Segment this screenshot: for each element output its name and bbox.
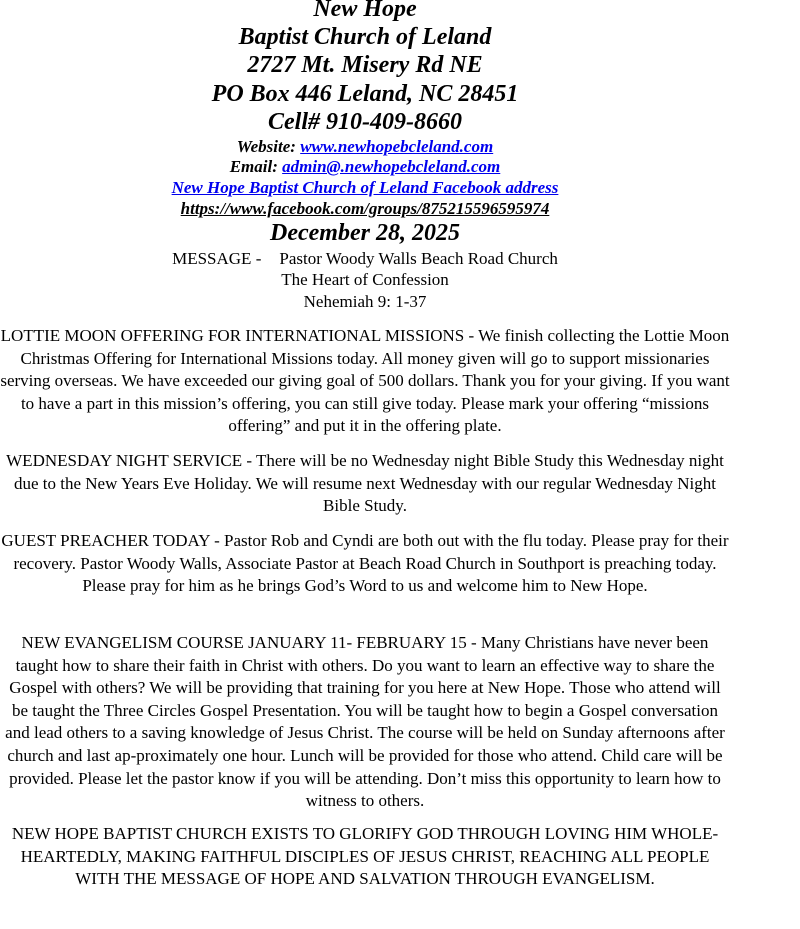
po-box-address: PO Box 446 Leland, NC 28451 [211, 81, 519, 107]
announcement-evangelism-course: NEW EVANGELISM COURSE JANUARY 11- FEBRUARY 15 - Many Christians have never been taught how to share their faith in Christ with others. Do you want to learn an effective way to share the Gospel with others? We will be providing that training for you here at New Hope. Those who attend will be taught the Three Circles Gospel Presentation. You will be taught how to begin a Gospel conversation and lead others to a saving knowledge of Jesus Christ. The course will be held on Sunday afternoons after church and last ap-proximately one hour. Lunch will be provided for those who attend. Child care will be provided. Please let the pastor know if you will be attending. Don’t miss this opportunity to learn how to witness to others. [5, 633, 725, 811]
facebook-url: https://www.facebook.com/groups/875215596595974 [180, 199, 550, 218]
facebook-url-line [0, 199, 730, 219]
bulletin-date: December 28, 2025 [270, 220, 460, 246]
email-link[interactable]: admin@.newhopebcleland.com [282, 157, 501, 176]
facebook-link[interactable]: New Hope Baptist Church of Leland Facebook address [171, 178, 559, 197]
facebook-line [0, 178, 730, 198]
announcement-guest-preacher: GUEST PREACHER TODAY - Pastor Rob and Cyndi are both out with the flu today. Please pray for their recovery. Pastor Woody Walls, Associate Pastor at Beach Road Church in Southport is preaching today. Please pray for him as he brings God’s Word to us and welcome him to New Hope. [1, 531, 729, 596]
street-address: 2727 Mt. Misery Rd NE [247, 52, 483, 78]
mission-statement: NEW HOPE BAPTIST CHURCH EXISTS TO GLORIFY GOD THROUGH LOVING HIM WHOLE-HEARTEDLY, MAKING FAITHFUL DISCIPLES OF JESUS CHRIST, REACHING ALL PEOPLE WITH THE MESSAGE OF HOPE AND SALVATION THROUGH EVANGELISM. [11, 824, 719, 889]
website-label: Website: [236, 137, 296, 156]
message-scripture: Nehemiah 9: 1-37 [303, 292, 427, 311]
website-line [0, 137, 730, 157]
message-speaker: Pastor Woody Walls Beach Road Church [279, 249, 558, 268]
email-label: Email: [229, 157, 278, 176]
message-line [0, 248, 730, 270]
announcement-wednesday-service: WEDNESDAY NIGHT SERVICE - There will be no Wednesday night Bible Study this Wednesday night due to the New Years Eve Holiday. We will resume next Wednesday with our regular Wednesday Night Bible Study. [6, 451, 724, 516]
church-name-line2: Baptist Church of Leland [238, 24, 492, 50]
church-name-line1: New Hope [313, 0, 417, 22]
email-line [0, 157, 730, 177]
message-title: The Heart of Confession [281, 270, 449, 289]
website-link[interactable]: www.newhopebcleland.com [300, 137, 494, 156]
message-label: MESSAGE - [172, 249, 262, 268]
announcement-lottie-moon: LOTTIE MOON OFFERING FOR INTERNATIONAL MISSIONS - We finish collecting the Lottie Moon Christmas Offering for International Missions today. All money given will go to support missionaries serving overseas. We have exceeded our giving goal of 500 dollars. Thank you for your giving. If you want to have a part in this mission’s offering, you can still give today. Please mark your offering “missions offering” and put it in the offering plate. [0, 326, 730, 436]
cell-phone: Cell# 910-409-8660 [268, 109, 462, 135]
